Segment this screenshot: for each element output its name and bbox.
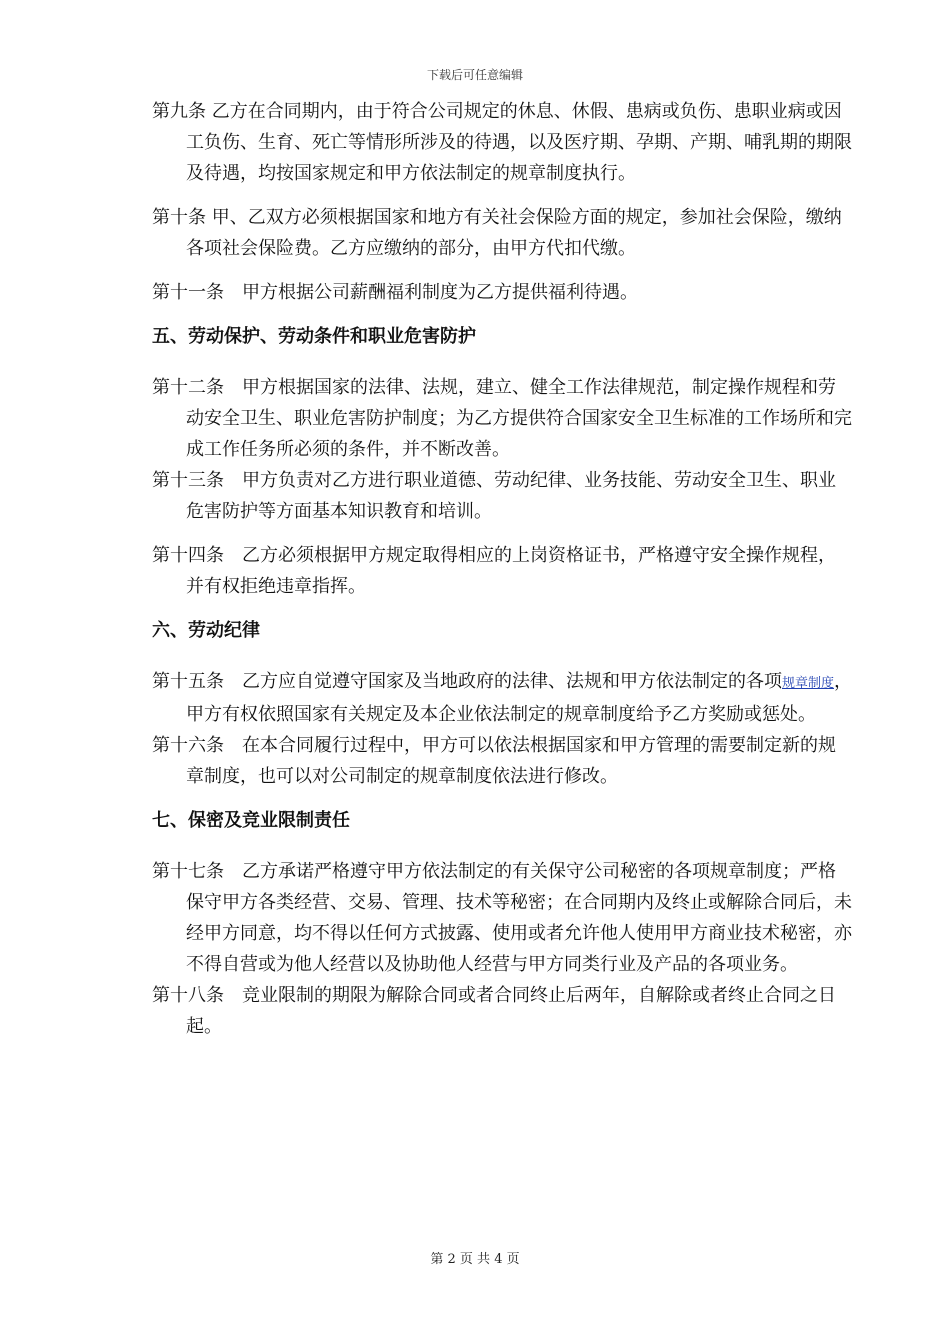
clause-11 bbox=[152, 277, 852, 308]
page-header: 下载后可任意编辑 bbox=[426, 68, 523, 82]
clause-number: 第十一条 bbox=[152, 282, 224, 303]
section-heading-7: 七、保密及竞业限制责任 bbox=[152, 810, 350, 831]
clause-text: 甲方根据国家的法律、法规，建立、健全工作法律规范，制定操作规程和劳动安全卫生、职业危害防护制度；为乙方提供符合国家安全卫生标准的工作场所和完成工作任务所必须的条件，并不断改善。 bbox=[186, 377, 852, 460]
clause-number: 第十条 bbox=[152, 207, 206, 228]
clause-text: 竞业限制的期限为解除合同或者合同终止后两年，自解除或者终止合同之日起。 bbox=[186, 985, 836, 1037]
clause-text: 在本合同履行过程中，甲方可以依法根据国家和甲方管理的需要制定新的规章制度，也可以对公司制定的规章制度依法进行修改。 bbox=[186, 735, 836, 787]
clause-number: 第十六条 bbox=[152, 735, 224, 756]
clause-10 bbox=[152, 202, 852, 264]
clause-text: 乙方必须根据甲方规定取得相应的上岗资格证书，严格遵守安全操作规程，并有权拒绝违章指挥。 bbox=[186, 545, 836, 597]
section-heading-6: 六、劳动纪律 bbox=[152, 620, 260, 641]
clause-12 bbox=[152, 372, 852, 465]
clause-text: 甲、乙双方必须根据国家和地方有关社会保险方面的规定，参加社会保险，缴纳各项社会保险费。乙方应缴纳的部分，由甲方代扣代缴。 bbox=[186, 207, 842, 259]
clause-text: 乙方应自觉遵守国家及当地政府的法律、法规和甲方依法制定的各项 bbox=[242, 671, 782, 692]
section-heading-5: 五、劳动保护、劳动条件和职业危害防护 bbox=[152, 326, 476, 347]
clause-text: 乙方在合同期内，由于符合公司规定的休息、休假、患病或负伤、患职业病或因工负伤、生育、死亡等情形所涉及的待遇，以及医疗期、孕期、产期、哺乳期的期限及待遇，均按国家规定和甲方依法制定的规章制度执行。 bbox=[186, 101, 852, 184]
clause-number: 第十四条 bbox=[152, 545, 224, 566]
clause-text: 甲方根据公司薪酬福利制度为乙方提供福利待遇。 bbox=[242, 282, 638, 303]
clause-number: 第十五条 bbox=[152, 671, 224, 692]
clause-number: 第十八条 bbox=[152, 985, 224, 1006]
clause-9 bbox=[152, 96, 852, 189]
page-footer: 第 2 页 共 4 页 bbox=[430, 1252, 520, 1267]
regulations-link[interactable]: 规章制度 bbox=[782, 676, 835, 691]
clause-number: 第十三条 bbox=[152, 470, 224, 491]
clause-text: 甲方负责对乙方进行职业道德、劳动纪律、业务技能、劳动安全卫生、职业危害防护等方面基本知识教育和培训。 bbox=[186, 470, 836, 522]
clause-text: 乙方承诺严格遵守甲方依法制定的有关保守公司秘密的各项规章制度；严格保守甲方各类经营、交易、管理、技术等秘密；在合同期内及终止或解除合同后，未经甲方同意，均不得以任何方式披露、使用或者允许他人使用甲方商业技术秘密，亦不得自营或为他人经营以及协助他人经营与甲方同类行业及产品的各项业务。 bbox=[186, 861, 852, 975]
clause-13 bbox=[152, 465, 852, 527]
clause-number: 第九条 bbox=[152, 101, 206, 122]
clause-17 bbox=[152, 856, 852, 980]
clause-number: 第十七条 bbox=[152, 861, 224, 882]
clause-14 bbox=[152, 540, 852, 602]
clause-18 bbox=[152, 980, 852, 1042]
clause-15 bbox=[152, 666, 852, 730]
clause-16 bbox=[152, 730, 852, 792]
document-body bbox=[152, 96, 852, 1042]
clause-number: 第十二条 bbox=[152, 377, 224, 398]
clause-text: ，甲方有权依照国家有关规定及本企业依法制定的规章制度给予乙方奖励或惩处。 bbox=[186, 671, 853, 725]
